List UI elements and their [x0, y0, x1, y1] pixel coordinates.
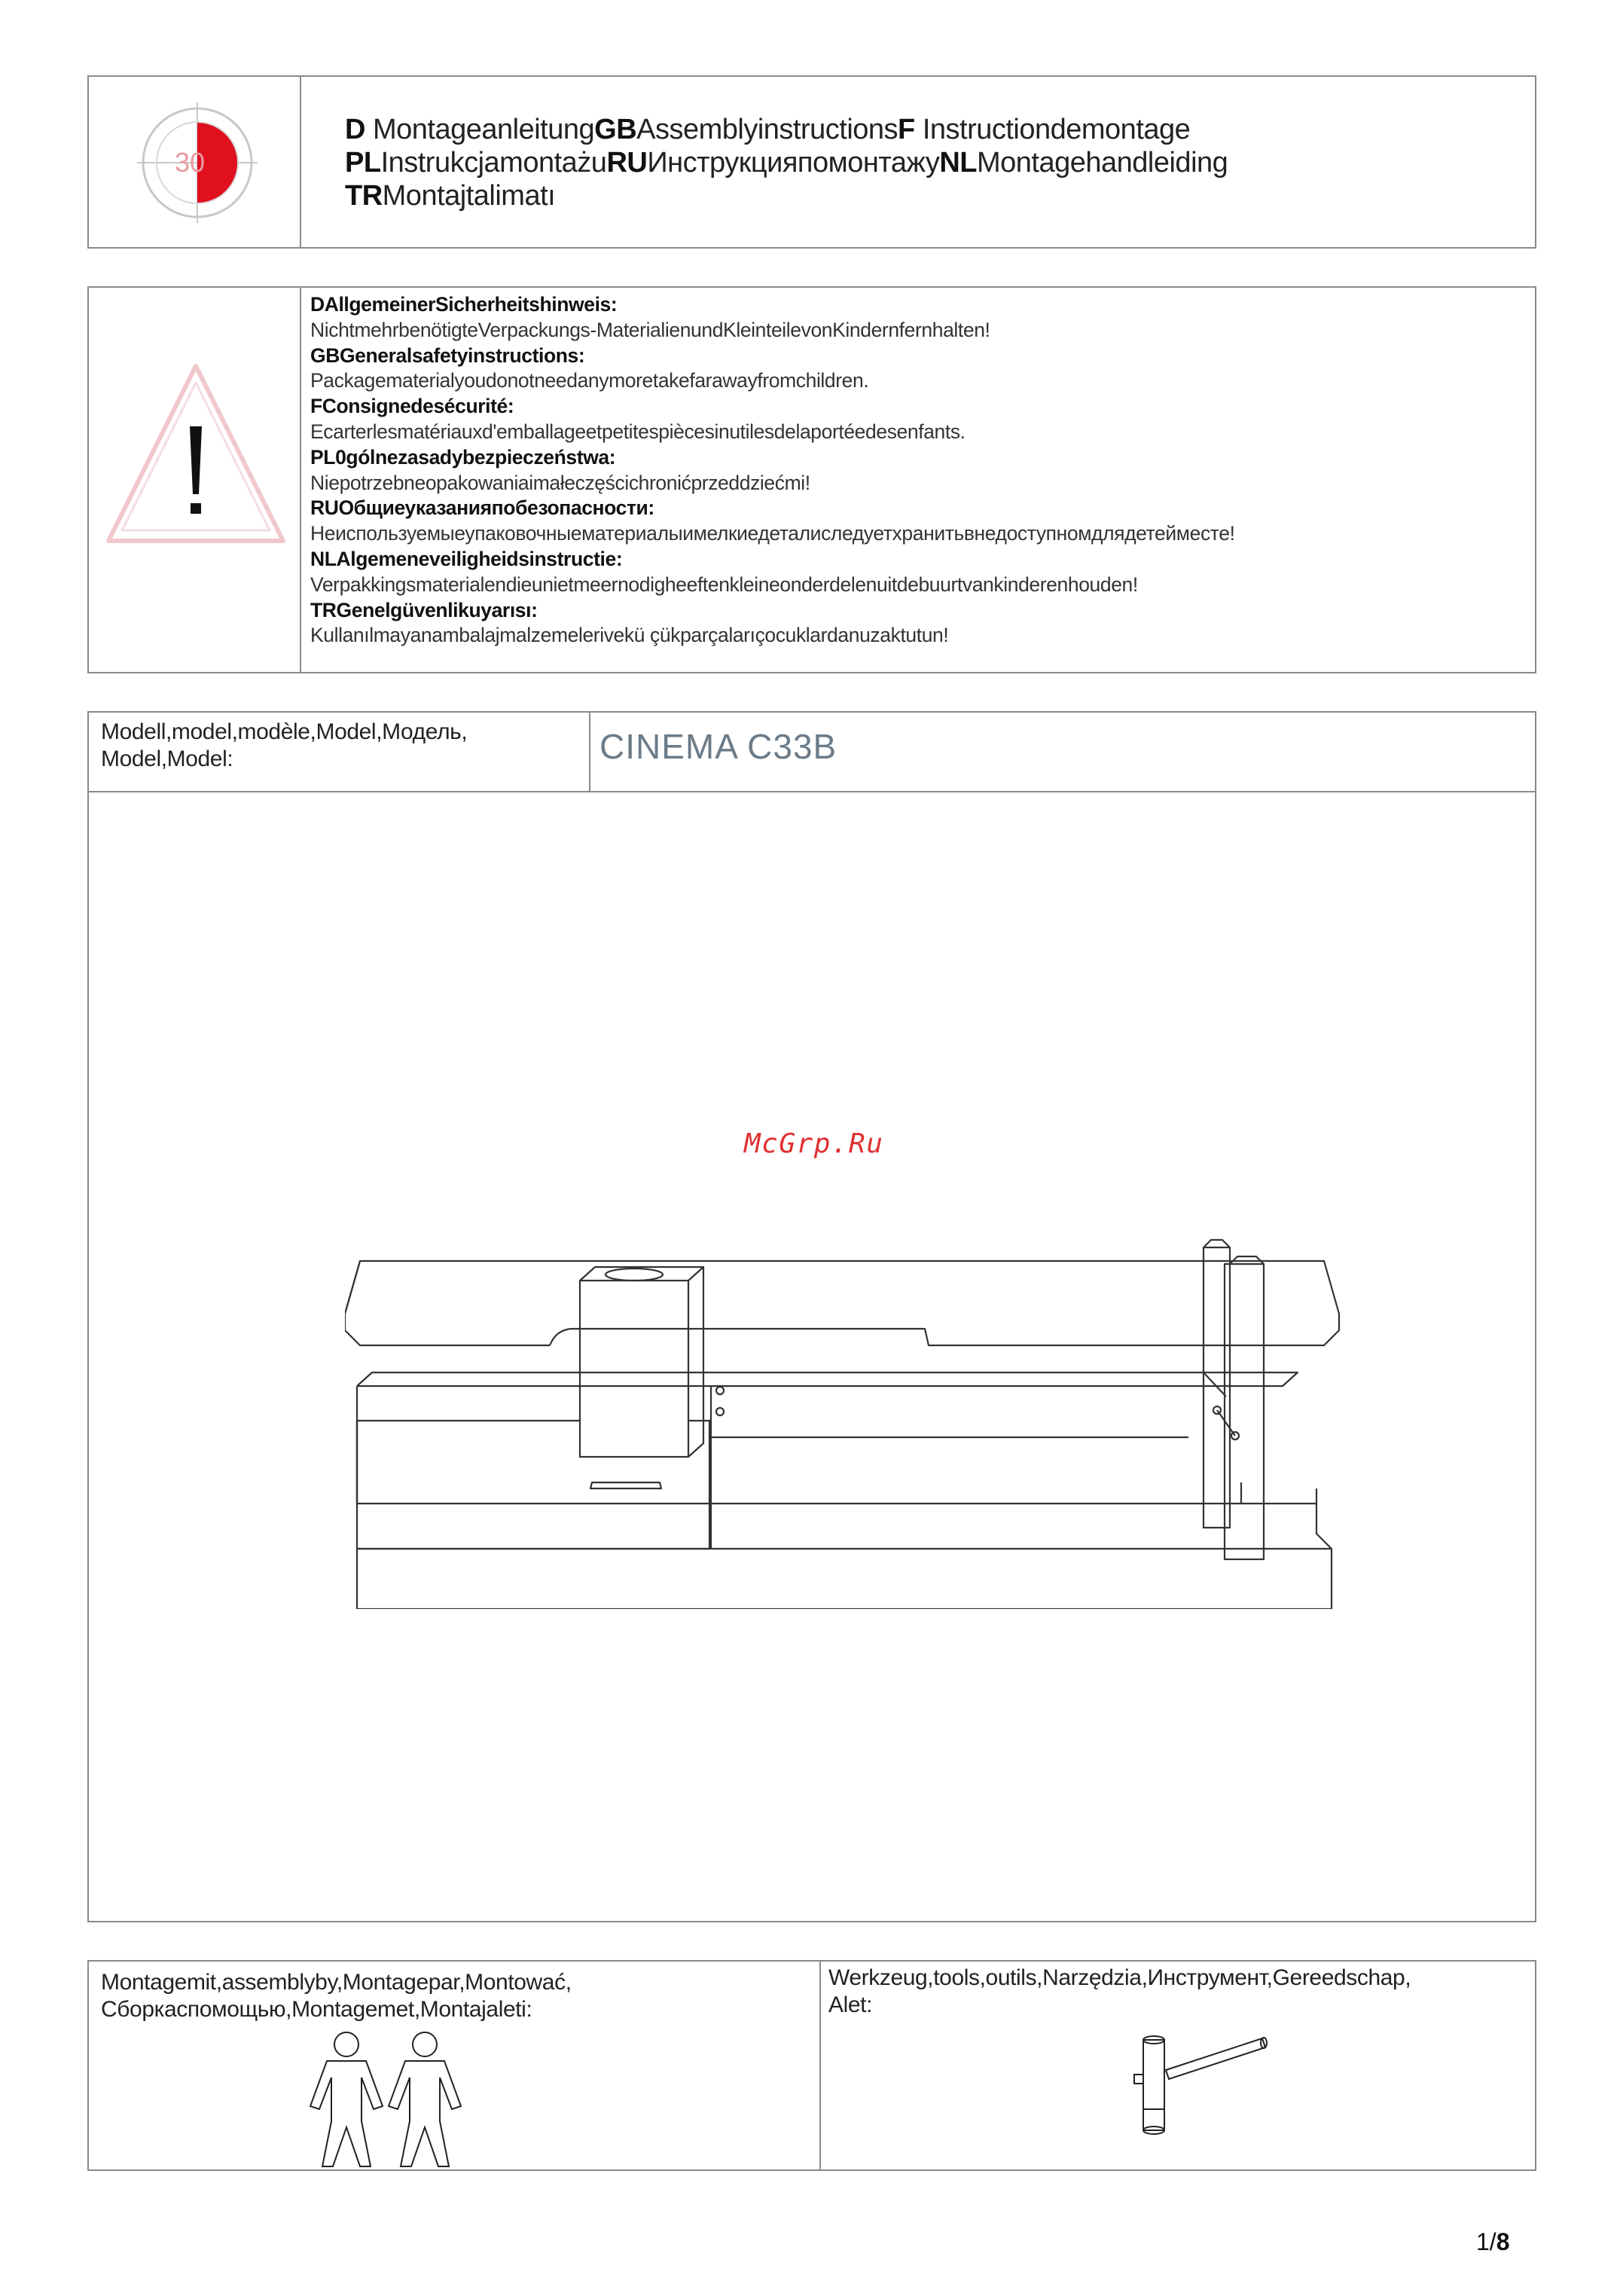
- safety-text-pl: Niepotrzebneopakowaniaimałeczęścichronićprzeddziećmi!: [310, 471, 810, 494]
- safety-text-de: NichtmehrbenötigteVerpackungs-MaterialienundKleinteilevonKindernfernhalten!: [310, 318, 990, 341]
- timer-30-icon: [137, 102, 258, 223]
- safety-instructions: [310, 292, 1523, 649]
- svg-text:30: 30: [175, 147, 206, 178]
- safety-heading-nl: NLAlgemeneveiligheidsinstructie:: [310, 547, 623, 570]
- safety-heading-ru: RUОбщиеуказанияпобезопасности:: [310, 496, 654, 520]
- titles-line-1: D MontageanleitungGBAssemblyinstructionsF Instructiondemontage: [345, 114, 1191, 145]
- safety-divider: [300, 288, 301, 672]
- watermark: McGrp.Ru: [744, 1128, 884, 1159]
- bottom-box: [87, 1960, 1536, 2171]
- warning-triangle-icon: [102, 360, 289, 548]
- furniture-illustration: [345, 1217, 1354, 1609]
- model-name: CINEMA C33B: [599, 727, 837, 766]
- safety-heading-f: FConsignedesécurité:: [310, 395, 514, 418]
- document-titles: [345, 113, 1228, 212]
- model-divider: [589, 713, 590, 791]
- titles-line-3: TRMontajtalimatı: [345, 180, 556, 212]
- safety-heading-de: DAllgemeinerSicherheitshinweis:: [310, 293, 618, 316]
- page-number: 1/8: [1476, 2228, 1510, 2255]
- hammer-icon: [1128, 2025, 1271, 2138]
- assembly-persons-label: Montagemit,assemblyby,Montagepar,Montować, Сборкаспомощью,Montagemet,Montajaleti:: [101, 1970, 572, 2022]
- safety-text-f: Ecarterlesmatériauxd'emballageetpetitespiècesinutilesdelaportéedesenfants.: [310, 420, 966, 443]
- safety-heading-tr: TRGenelgüvenlikuyarısı:: [310, 598, 538, 621]
- safety-text-gb: Packagematerialyoudonotneedanymoretakefarawayfromchildren.: [310, 369, 869, 392]
- header-divider: [300, 77, 301, 247]
- safety-heading-gb: GBGeneralsafetyinstructions:: [310, 343, 585, 367]
- safety-heading-pl: PL0gólnezasadybezpieczeństwa:: [310, 445, 616, 469]
- two-persons-icon: [307, 2031, 465, 2168]
- header-box: [87, 75, 1536, 249]
- model-box: [87, 711, 1536, 1922]
- model-header-divider: [89, 791, 1535, 792]
- titles-line-2: PLInstrukcjamontażuRUИнструкцияпомонтажуNLMontagehandleiding: [345, 147, 1228, 179]
- bottom-divider: [819, 1962, 821, 2169]
- safety-text-nl: Verpakkingsmaterialendieunietmeernodigheeftenkleineonderdelenuitdebuurtvankinderenhouden!: [310, 572, 1138, 596]
- safety-text-ru: Неиспользуемыеупаковочныематериалыимелкиедеталиследуетхранитьвнедоступномдлядетейместе!: [310, 522, 1235, 545]
- model-label: Modell,model,modèle,Model,Модель, Model,Model:: [101, 719, 468, 771]
- tools-label: Werkzeug,tools,outils,Narzędzia,Инструмент,Gereedschap, Alet:: [828, 1965, 1411, 2017]
- safety-text-tr: Kullanılmayanambalajmalzemelerivekü çükparçalarıçocuklardanuzaktutun!: [310, 624, 949, 647]
- safety-box: [87, 286, 1536, 673]
